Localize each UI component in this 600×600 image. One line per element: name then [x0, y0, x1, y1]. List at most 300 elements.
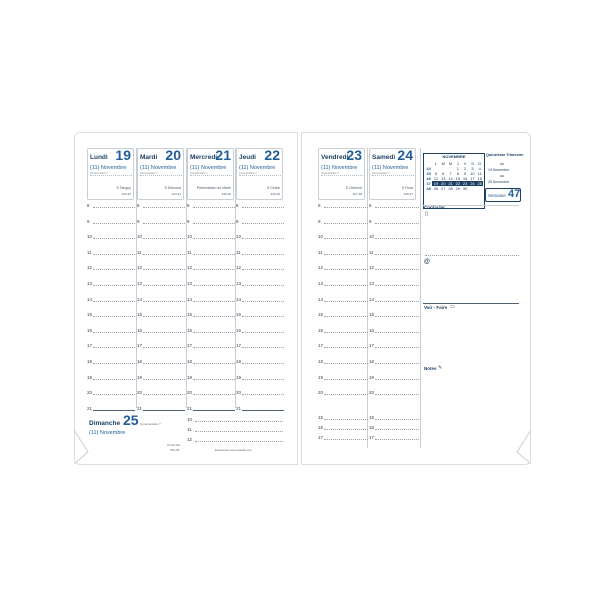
day-name: Jeudi	[239, 154, 256, 161]
calendar-weekday: M	[448, 161, 453, 166]
hour-label: 15	[236, 312, 242, 317]
calendar-day[interactable]: 27	[441, 186, 446, 191]
day-comment: Commentaire ?	[372, 172, 414, 176]
hour-line[interactable]	[193, 207, 235, 208]
hour-line[interactable]	[143, 347, 185, 348]
hour-label: 16	[87, 328, 93, 333]
calendar-day[interactable]: 29	[455, 186, 461, 191]
hour-line[interactable]	[93, 223, 135, 224]
day-month: (11) Novembre	[89, 430, 126, 436]
hour-label: 20	[236, 390, 242, 395]
hour-label: 17	[236, 343, 242, 348]
hour-line[interactable]	[143, 379, 185, 380]
calendar-day[interactable]: 15	[455, 176, 461, 181]
sunday-code: 329-36	[170, 448, 180, 452]
hour-label: 20	[187, 390, 193, 395]
day-header-samedi	[369, 148, 416, 200]
calendar-day[interactable]: 1	[456, 166, 459, 171]
day-saint: S Cécile	[266, 186, 280, 190]
day-code: 328-37	[403, 192, 413, 196]
hour-line[interactable]	[93, 347, 135, 348]
hour-label: 18	[236, 359, 242, 364]
hour-label: 13	[187, 281, 193, 286]
calendar-day[interactable]: 18	[477, 176, 482, 181]
hour-line[interactable]	[93, 316, 135, 317]
day-name: Dimanche	[89, 420, 121, 427]
hour-line[interactable]	[242, 332, 284, 333]
day-code: 327-38	[352, 192, 362, 196]
day-saint: S Clément	[345, 186, 362, 190]
calendar-weekday: L	[434, 161, 438, 166]
hour-line[interactable]	[143, 301, 185, 302]
hour-line[interactable]	[324, 207, 368, 208]
day-number: 25	[123, 412, 139, 428]
hour-label: 11	[236, 250, 241, 255]
hour-line[interactable]	[375, 316, 419, 317]
hour-label: 16	[187, 328, 193, 333]
calendar-day[interactable]: 9	[464, 171, 467, 176]
hour-label: 9	[318, 219, 321, 224]
day-header-jeudi	[236, 148, 283, 200]
hour-line[interactable]	[193, 394, 235, 395]
contacter-label: Contacter	[424, 205, 446, 210]
hour-label: 12	[369, 265, 375, 270]
hour-label: 19	[87, 375, 93, 380]
hour-label: 8	[369, 203, 372, 208]
day-saint: S Edmond	[164, 186, 181, 190]
hour-line[interactable]	[375, 301, 419, 302]
hour-label: 15	[369, 312, 375, 317]
day-number: 22	[264, 147, 280, 163]
calendar-day[interactable]: 4	[478, 166, 481, 171]
calendar-day[interactable]: 13	[441, 176, 446, 181]
hour-line[interactable]	[143, 394, 185, 395]
hour-line[interactable]	[143, 238, 185, 239]
hour-line[interactable]	[143, 363, 185, 364]
hour-line[interactable]	[242, 269, 284, 270]
hour-line[interactable]	[93, 332, 135, 333]
hour-label: 12	[137, 265, 143, 270]
voir-faire-label: Voir - Faire	[424, 305, 448, 310]
hour-line[interactable]	[93, 238, 135, 239]
hour-label: 10	[318, 234, 324, 239]
hour-line[interactable]	[324, 429, 368, 430]
hour-line[interactable]	[242, 238, 284, 239]
hour-line[interactable]	[324, 269, 368, 270]
phone-icon: ▯	[425, 211, 428, 217]
calendar-day[interactable]: 5	[434, 171, 438, 176]
hour-line[interactable]	[193, 332, 235, 333]
day-name: Vendredi	[321, 154, 349, 161]
hour-line[interactable]	[143, 316, 185, 317]
hour-label: 8	[318, 203, 321, 208]
hour-label: 17	[318, 343, 324, 348]
hour-line[interactable]	[375, 429, 419, 430]
hour-label: 12	[236, 265, 242, 270]
hour-line[interactable]	[93, 363, 135, 364]
hour-label: 16	[318, 328, 324, 333]
hour-line[interactable]	[193, 410, 235, 411]
hour-line[interactable]	[93, 254, 135, 255]
calendar-day[interactable]: 11	[477, 171, 482, 176]
calendar-day[interactable]: 20	[441, 181, 446, 186]
hour-line[interactable]	[143, 332, 185, 333]
day-saint: S Flora	[401, 186, 413, 190]
to-date: 25 Novembre	[488, 180, 510, 184]
day-name: Mercredi	[190, 154, 218, 161]
day-comment: Commentaire ?	[90, 172, 132, 176]
hour-line[interactable]	[242, 379, 284, 380]
hour-label: 13	[236, 281, 242, 286]
hour-label: 9	[369, 219, 372, 224]
calendar-weekday: D	[478, 161, 482, 166]
day-comment: Commentaire ?	[321, 172, 363, 176]
hour-label: 10	[87, 234, 93, 239]
hour-label: 15	[318, 415, 324, 420]
hour-line[interactable]	[375, 419, 419, 420]
hour-line[interactable]	[324, 223, 368, 224]
hour-line[interactable]	[324, 419, 368, 420]
day-month: (11) Novembre	[90, 165, 127, 171]
calendar-weekday: V	[463, 161, 467, 166]
hour-label: 8	[137, 203, 140, 208]
column-divider	[367, 148, 368, 448]
day-code: 324-41	[171, 192, 181, 196]
hour-label: 9	[137, 219, 140, 224]
hour-line[interactable]	[375, 223, 419, 224]
calendar-week-number: 47	[426, 181, 431, 186]
hour-label: 18	[318, 359, 324, 364]
hour-label: 11	[137, 250, 142, 255]
hour-label: 14	[318, 297, 324, 302]
hour-line[interactable]	[143, 254, 185, 255]
quinzaine-title: Quinzième Trimestre	[486, 153, 524, 157]
hour-label: 11	[369, 250, 374, 255]
hour-label: 19	[236, 375, 242, 380]
day-saint: Présentation de Marie	[196, 186, 231, 190]
hour-line[interactable]	[375, 207, 419, 208]
hour-line[interactable]	[324, 394, 368, 395]
hour-label: 21	[187, 406, 193, 411]
hour-label: 8	[236, 203, 239, 208]
hour-line[interactable]	[375, 379, 419, 380]
hour-line[interactable]	[375, 269, 419, 270]
sunday-comment: Commentaire ?	[140, 422, 161, 426]
hour-line[interactable]	[324, 332, 368, 333]
hour-label: 19	[187, 375, 193, 380]
hour-label: 21	[137, 406, 143, 411]
corner-fold-right	[513, 422, 531, 466]
hour-line[interactable]	[193, 347, 235, 348]
hour-line[interactable]	[242, 363, 284, 364]
hour-label: 14	[236, 297, 242, 302]
day-name: Samedi	[372, 154, 396, 161]
hour-line[interactable]	[375, 363, 419, 364]
calendar-day[interactable]: 2	[464, 166, 467, 171]
hour-line[interactable]	[324, 363, 368, 364]
calendar-day[interactable]: 7	[449, 171, 452, 176]
hour-line[interactable]	[143, 410, 185, 411]
hour-label: 8	[187, 203, 190, 208]
hour-label: 17	[137, 343, 143, 348]
hour-label: 13	[137, 281, 143, 286]
hour-label: 14	[187, 297, 193, 302]
hour-line[interactable]	[143, 207, 185, 208]
day-number: 19	[115, 147, 131, 163]
hour-line[interactable]	[143, 223, 185, 224]
hour-line[interactable]	[324, 347, 368, 348]
sunday-saint: Christ Roi	[167, 443, 181, 447]
hour-label: 14	[369, 297, 375, 302]
calendar-day[interactable]: 28	[448, 186, 453, 191]
hour-label: 16	[318, 425, 324, 430]
hour-line[interactable]	[193, 269, 235, 270]
mini-calendar-title: NOVEMBRE	[442, 154, 466, 159]
hour-line[interactable]	[195, 421, 283, 422]
hour-label: 17	[369, 435, 375, 440]
hour-label: 16	[137, 328, 143, 333]
calendar-day[interactable]	[476, 186, 483, 191]
hour-label: 19	[137, 375, 143, 380]
hour-label: 21	[236, 406, 242, 411]
day-name: Mardi	[140, 154, 158, 161]
hour-line[interactable]	[375, 394, 419, 395]
day-number: 24	[397, 147, 413, 163]
day-header-mardi	[137, 148, 184, 200]
day-month: (11) Novembre	[321, 165, 358, 171]
hour-label: 11	[87, 250, 92, 255]
hour-label: 10	[236, 234, 242, 239]
hour-line[interactable]	[242, 394, 284, 395]
hour-line[interactable]	[375, 285, 419, 286]
week-label: Semaine	[488, 193, 506, 198]
day-saint: S Tanguy	[116, 186, 131, 190]
hour-label: 15	[369, 415, 375, 420]
calendar-day[interactable]: 10	[470, 171, 475, 176]
hour-line[interactable]	[195, 431, 283, 432]
hour-label: 16	[236, 328, 242, 333]
day-comment: Commentaire ?	[239, 172, 281, 176]
calendar-week-number: 46	[426, 176, 431, 181]
hour-line[interactable]	[143, 269, 185, 270]
hour-label: 13	[369, 281, 375, 286]
day-code: 326-39	[270, 192, 280, 196]
hour-label: 10	[369, 234, 375, 239]
hour-label: 20	[369, 390, 375, 395]
hour-line[interactable]	[195, 441, 283, 442]
day-code: 323-42	[121, 192, 131, 196]
hour-line[interactable]	[242, 301, 284, 302]
calendar-day[interactable]	[469, 186, 476, 191]
hour-line[interactable]	[193, 379, 235, 380]
hour-line[interactable]	[193, 254, 235, 255]
week-number: 47	[508, 188, 521, 200]
calendar-day[interactable]: 21	[448, 181, 453, 186]
hour-label: 16	[369, 425, 375, 430]
hour-line[interactable]	[375, 254, 419, 255]
calendar-day[interactable]: 12	[433, 176, 439, 181]
calendar-day[interactable]: 8	[456, 171, 459, 176]
hour-label: 21	[87, 406, 93, 411]
hour-line[interactable]	[242, 285, 284, 286]
hour-line[interactable]	[375, 238, 419, 239]
notes-label: Notes	[424, 366, 437, 371]
hour-line[interactable]	[242, 410, 284, 411]
hour-line[interactable]	[93, 379, 135, 380]
hour-line[interactable]	[375, 439, 419, 440]
hour-label: 13	[87, 281, 93, 286]
day-header-lundi	[87, 148, 134, 200]
calendar-day[interactable]: 23	[462, 181, 468, 186]
hour-label: 15	[87, 312, 93, 317]
from-label: du	[500, 162, 504, 166]
hour-label: 13	[318, 281, 324, 286]
hour-line[interactable]	[143, 285, 185, 286]
hour-label: 10	[187, 234, 193, 239]
hour-line[interactable]	[324, 238, 368, 239]
hour-label: 15	[318, 312, 324, 317]
hour-label: 8	[87, 203, 90, 208]
hour-label: 16	[369, 328, 375, 333]
hour-line[interactable]	[242, 223, 284, 224]
hour-line[interactable]	[93, 285, 135, 286]
hour-line[interactable]	[193, 301, 235, 302]
hour-line[interactable]	[193, 363, 235, 364]
clipboard-icon: ▭	[450, 304, 455, 310]
hour-label: 18	[87, 359, 93, 364]
hour-line[interactable]	[324, 316, 368, 317]
hour-line[interactable]	[242, 347, 284, 348]
planner-spread	[74, 132, 531, 465]
hour-label: 17	[318, 435, 324, 440]
hour-line[interactable]	[324, 379, 368, 380]
hour-label: 19	[318, 375, 324, 380]
hour-line[interactable]	[324, 285, 368, 286]
calendar-day[interactable]: 24	[470, 181, 475, 186]
day-month: (11) Novembre	[140, 165, 177, 171]
day-header-mercredi	[187, 148, 234, 200]
hour-label: 11	[318, 250, 323, 255]
calendar-week-number: 48	[426, 186, 431, 191]
calendar-day[interactable]: 17	[470, 176, 475, 181]
day-comment: Commentaire ?	[190, 172, 232, 176]
hour-label: 20	[137, 390, 143, 395]
day-number: 20	[165, 147, 181, 163]
hour-label: 20	[87, 390, 93, 395]
calendar-day[interactable]: 30	[462, 186, 468, 191]
hour-line[interactable]	[193, 316, 235, 317]
hour-line[interactable]	[242, 207, 284, 208]
hour-label: 10	[187, 417, 193, 422]
hour-line[interactable]	[193, 238, 235, 239]
hour-line[interactable]	[324, 301, 368, 302]
day-comment: Commentaire ?	[140, 172, 182, 176]
day-month: (11) Novembre	[372, 165, 409, 171]
mini-calendar	[423, 153, 485, 209]
hour-label: 18	[187, 359, 193, 364]
calendar-weekday: J	[456, 161, 459, 166]
hour-line[interactable]	[375, 347, 419, 348]
hour-line[interactable]	[193, 223, 235, 224]
day-header-sunday	[87, 414, 149, 450]
hour-line[interactable]	[375, 332, 419, 333]
hour-line[interactable]	[93, 269, 135, 270]
column-divider	[420, 148, 421, 448]
hour-label: 18	[137, 359, 143, 364]
hour-label: 12	[187, 265, 193, 270]
hour-label: 17	[87, 343, 93, 348]
hour-label: 9	[187, 219, 190, 224]
calendar-day[interactable]: 22	[455, 181, 461, 186]
calendar-week-number: 44	[426, 166, 431, 171]
hour-label: 15	[187, 312, 193, 317]
calendar-day[interactable]: 16	[462, 176, 468, 181]
email-icon: @	[424, 259, 430, 265]
hour-line[interactable]	[242, 254, 284, 255]
hour-line[interactable]	[193, 285, 235, 286]
hour-label: 14	[137, 297, 143, 302]
day-number: 21	[215, 147, 231, 163]
day-number: 23	[346, 147, 362, 163]
hour-label: 10	[137, 234, 143, 239]
calendar-weekday: M	[441, 161, 445, 166]
week-number-box	[485, 188, 521, 202]
hour-line[interactable]	[324, 254, 368, 255]
footer-left: Exacompta www.exaclair.com	[215, 448, 252, 452]
hour-label: 15	[137, 312, 143, 317]
hour-line[interactable]	[93, 394, 135, 395]
hour-label: 20	[318, 390, 324, 395]
hour-line[interactable]	[93, 410, 135, 411]
hour-label: 9	[236, 219, 239, 224]
hour-line[interactable]	[242, 316, 284, 317]
calendar-weekday: S	[471, 161, 474, 166]
day-header-vendredi	[318, 148, 365, 200]
hour-label: 17	[187, 343, 193, 348]
hour-label: 14	[87, 297, 93, 302]
hour-label: 12	[318, 265, 324, 270]
calendar-day[interactable]: 14	[448, 176, 453, 181]
hour-label: 11	[187, 250, 192, 255]
hour-line[interactable]	[93, 207, 135, 208]
from-date: 19 Novembre	[488, 168, 510, 172]
day-name: Lundi	[90, 154, 108, 161]
pencil-icon: ✎	[438, 365, 443, 371]
calendar-day[interactable]: 3	[471, 166, 474, 171]
calendar-day[interactable]: 26	[433, 186, 439, 191]
hour-label: 9	[87, 219, 90, 224]
day-code: 325-40	[221, 192, 231, 196]
phone-line	[425, 255, 519, 256]
corner-fold-left	[74, 422, 92, 466]
hour-line[interactable]	[324, 439, 368, 440]
calendar-day[interactable]: 6	[442, 171, 445, 176]
calendar-day[interactable]: 19	[433, 181, 439, 186]
day-month: (11) Novembre	[190, 165, 227, 171]
to-label: au	[500, 174, 504, 178]
day-month: (11) Novembre	[239, 165, 276, 171]
hour-line[interactable]	[93, 301, 135, 302]
divider	[423, 303, 519, 304]
hour-label: 12	[187, 437, 193, 442]
mini-calendar-grid	[425, 161, 484, 191]
hour-label: 18	[369, 359, 375, 364]
hour-label: 11	[187, 427, 192, 432]
hour-label: 12	[87, 265, 93, 270]
hour-label: 17	[369, 343, 375, 348]
calendar-day[interactable]: 25	[477, 181, 482, 186]
calendar-week-number: 45	[426, 171, 431, 176]
